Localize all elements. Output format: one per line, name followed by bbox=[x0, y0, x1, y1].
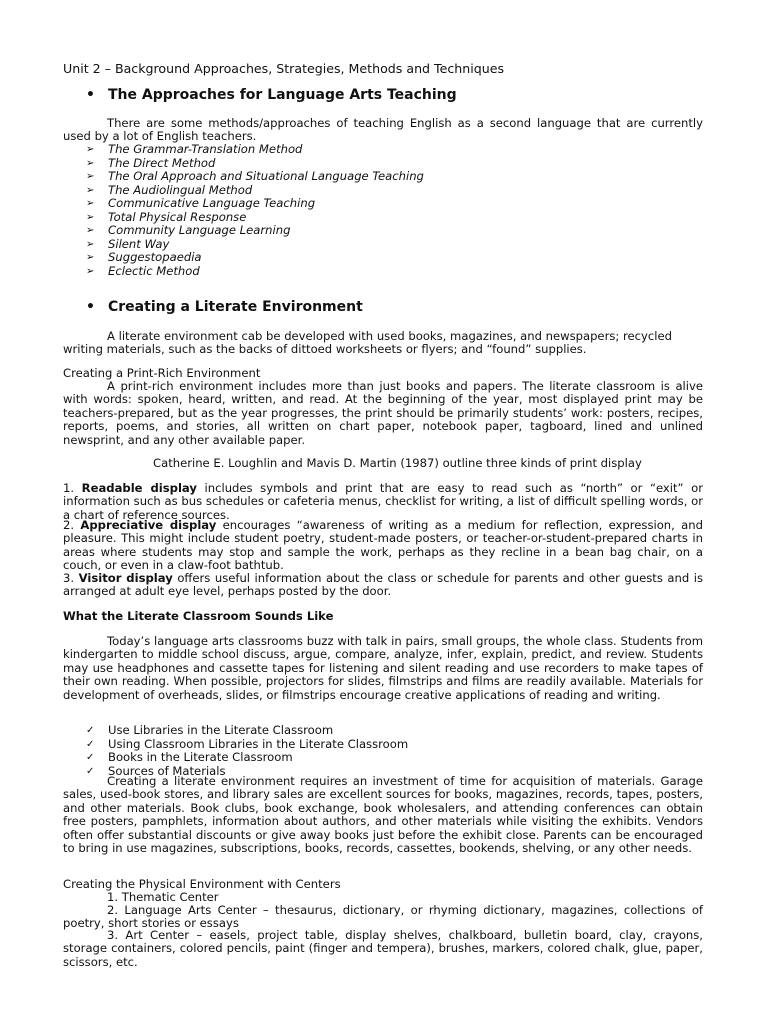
center-item: 3. Art Center – easels, project table, display shelves, chalkboard, bulletin board, clay, crayons, storage containers, colored pencils, paint (finger and tempera), brushes, markers, colored chalk, glue, paper, scissors, etc. bbox=[63, 928, 703, 969]
resource-checklist bbox=[86, 724, 408, 778]
arrow-bullet-icon: ➢ bbox=[86, 171, 95, 182]
list-item: ➢ Eclectic Method bbox=[86, 263, 200, 278]
list-item: ➢ Communicative Language Teaching bbox=[86, 196, 316, 210]
bullet-icon: • bbox=[86, 87, 95, 103]
center-item: 2. Language Arts Center – thesaurus, dictionary, or rhyming dictionary, magazines, collections of poetry, short stories or essays bbox=[63, 903, 703, 931]
arrow-bullet-icon: ➢ bbox=[86, 252, 95, 263]
checkmark-icon: ✓ bbox=[86, 725, 95, 736]
sounds-body: Today’s language arts classrooms buzz with talk in pairs, small groups, the whole class. Students from kindergarten to middle school discuss, argue, compare, analyze, infer, explain, predict, and review. Students may use headphones and cassette tapes for listening and silent reading and use recorders to make tapes of their own reading. When possible, projectors for slides, filmstrips and films are readily available. Materials for development of overheads, slides, or filmstrips encourage creative applications of reading and writing. bbox=[63, 634, 703, 702]
bullet-icon: • bbox=[86, 299, 95, 315]
list-item: ➢ Suggestopaedia bbox=[86, 250, 202, 264]
list-item: ✓ Sources of Materials bbox=[86, 763, 226, 778]
list-item: ➢ The Grammar-Translation Method bbox=[86, 142, 303, 156]
checkmark-icon: ✓ bbox=[86, 738, 95, 750]
approaches-intro: There are some methods/approaches of teaching English as a second language that are currently used by a lot of English teachers. bbox=[63, 116, 703, 144]
methods-list bbox=[86, 143, 424, 278]
literate-intro: A literate environment cab be developed with used books, magazines, and newspapers; recycled writing materials, such as the backs of dittoed worksheets or flyers; and “found” supplies. bbox=[63, 329, 672, 357]
checkmark-icon: ✓ bbox=[86, 765, 95, 777]
arrow-bullet-icon: ➢ bbox=[86, 225, 95, 236]
list-item: ✓ Use Libraries in the Literate Classroom bbox=[86, 723, 334, 737]
print-rich-body: A print-rich environment includes more than just books and papers. The literate classroom is alive with words: spoken, heard, written, and read. At the beginning of the year, most displayed print may be teachers-prepared, but as the year progresses, the print should be primarily students’ work: posters, recipes, reports, poems, and stories, all written on chart paper, notebook paper, tagboard, lined and unlined newsprint, and any other available paper. bbox=[63, 379, 703, 447]
sounds-title: What the Literate Classroom Sounds Like bbox=[63, 609, 334, 623]
print-rich-title: Creating a Print-Rich Environment bbox=[63, 366, 261, 380]
center-item: 1. Thematic Center bbox=[107, 890, 219, 904]
list-item: ➢ Community Language Learning bbox=[86, 223, 291, 237]
list-item: ➢ The Oral Approach and Situational Language Teaching bbox=[86, 169, 424, 183]
display-item-3: 3. Visitor display offers useful information about the class or schedule for parents and other guests and is arranged at adult eye level, perhaps posted by the door. bbox=[63, 571, 704, 599]
arrow-bullet-icon: ➢ bbox=[86, 238, 95, 250]
arrow-bullet-icon: ➢ bbox=[86, 198, 95, 209]
list-item: ✓ Books in the Literate Classroom bbox=[86, 750, 293, 764]
unit-title: Unit 2 – Background Approaches, Strategies, Methods and Techniques bbox=[63, 61, 505, 76]
arrow-bullet-icon: ➢ bbox=[86, 265, 95, 277]
display-term: Visitor display bbox=[78, 571, 173, 585]
arrow-bullet-icon: ➢ bbox=[86, 184, 95, 196]
arrow-bullet-icon: ➢ bbox=[86, 211, 95, 223]
arrow-bullet-icon: ➢ bbox=[86, 144, 95, 155]
list-item: ➢ Silent Way bbox=[86, 236, 170, 251]
display-term: Readable display bbox=[81, 481, 197, 495]
arrow-bullet-icon: ➢ bbox=[86, 157, 95, 169]
display-term: Appreciative display bbox=[80, 518, 217, 532]
display-item-1: 1. Readable display includes symbols and print that are easy to read such as “north” or “exit” or information such as bus schedules or cafeteria menus, checklist for writing, a list of difficult spelling words, or a chart of reference sources. bbox=[63, 481, 704, 522]
list-item: ➢ Total Physical Response bbox=[86, 209, 247, 224]
list-item: ➢ The Audiolingual Method bbox=[86, 182, 253, 197]
display-item-2: 2. Appreciative display encourages “awareness of writing as a medium for reflection, expression, and pleasure. This might include student poetry, student-made posters, or teacher-or-student-prepared charts in areas where students may stop and sample the work, perhaps as they recline in a bean bag chair, on a couch, or even in a claw-foot bathtub. bbox=[63, 518, 703, 573]
list-item: ✓ Using Classroom Libraries in the Literate Classroom bbox=[86, 736, 409, 751]
checkmark-icon: ✓ bbox=[86, 752, 95, 763]
citation: Catherine E. Loughlin and Mavis D. Martin (1987) outline three kinds of print display bbox=[153, 456, 642, 470]
materials-body: Creating a literate environment requires an investment of time for acquisition of materials. Garage sales, used-book stores, and library sales are excellent sources for books, magazines, records, tapes, posters, and other materials. Book clubs, book exchange, book wholesalers, and attending conferences can obtain free posters, pamphlets, information about authors, and other materials while visiting the exhibits. Vendors often offer substantial discounts or give away books just before the exhibit close. Parents can be encouraged to bring in use magazines, subscriptions, books, records, cassettes, bookends, shelving, or any other needs. bbox=[63, 774, 703, 856]
centers-title: Creating the Physical Environment with Centers bbox=[63, 877, 341, 891]
heading-text: Creating a Literate Environment bbox=[108, 299, 363, 315]
list-item: ➢ The Direct Method bbox=[86, 155, 216, 170]
heading-text: The Approaches for Language Arts Teaching bbox=[108, 87, 457, 103]
